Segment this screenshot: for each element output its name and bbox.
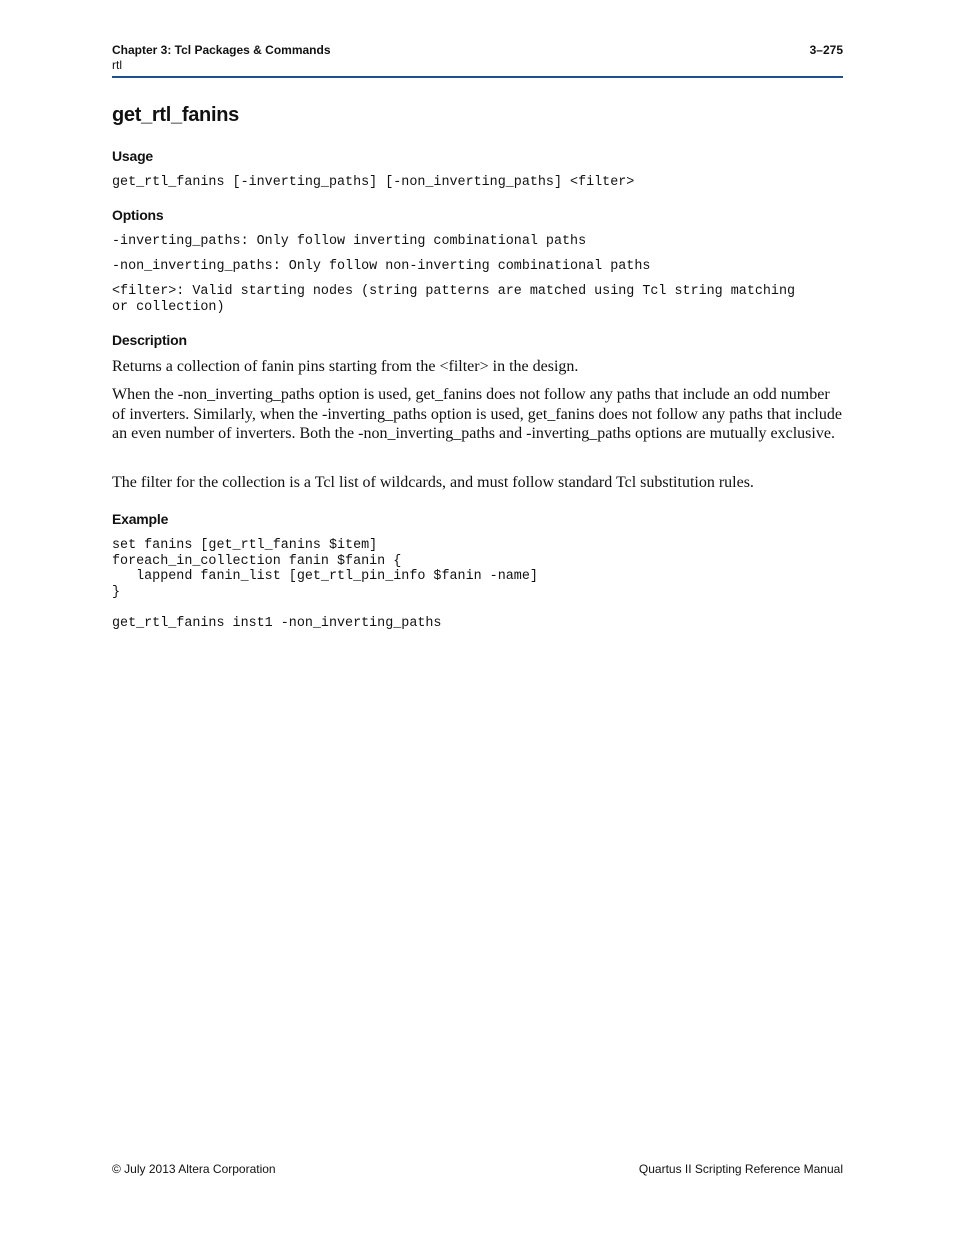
usage-syntax: get_rtl_fanins [-inverting_paths] [-non_inverting_paths] <filter> — [112, 175, 635, 190]
command-title: get_rtl_fanins — [112, 104, 239, 126]
document-page — [112, 0, 843, 1235]
example-code: set fanins [get_rtl_fanins $item] foreach_in_collection fanin $fanin { lappend fanin_list [get_rtl_pin_info $fanin -name] } get_rtl_fanins inst1 -non_inverting_paths — [112, 538, 538, 631]
chapter-title: Chapter 3: Tcl Packages & Commands — [112, 43, 331, 57]
option-inverting-paths: -inverting_paths: Only follow inverting combinational paths — [112, 234, 587, 249]
options-heading: Options — [112, 207, 164, 223]
example-heading: Example — [112, 511, 169, 527]
usage-heading: Usage — [112, 148, 154, 164]
description-heading: Description — [112, 332, 187, 348]
option-filter: <filter>: Valid starting nodes (string patterns are matched using Tcl string matching or collection) — [112, 284, 796, 315]
description-paragraph: Returns a collection of fanin pins starting from the <filter> in the design. — [112, 358, 579, 375]
description-paragraph: The filter for the collection is a Tcl list of wildcards, and must follow standard Tcl substitution rules. — [112, 474, 754, 491]
header-rule — [112, 76, 843, 78]
footer-copyright: © July 2013 Altera Corporation — [112, 1162, 276, 1176]
description-paragraph: When the -non_inverting_paths option is used, get_fanins does not follow any paths that include an odd number of inverters. Similarly, when the -inverting_paths option is used, get_fanins does not follow any paths that include an even number of inverters. Both the -non_inverting_paths and -inverting_paths options are mutually exclusive. — [112, 386, 842, 443]
footer-manual-title: Quartus II Scripting Reference Manual — [638, 1162, 843, 1176]
option-non-inverting-paths: -non_inverting_paths: Only follow non-inverting combinational paths — [112, 259, 651, 274]
section-name: rtl — [112, 58, 122, 72]
page-number: 3–275 — [809, 43, 843, 57]
